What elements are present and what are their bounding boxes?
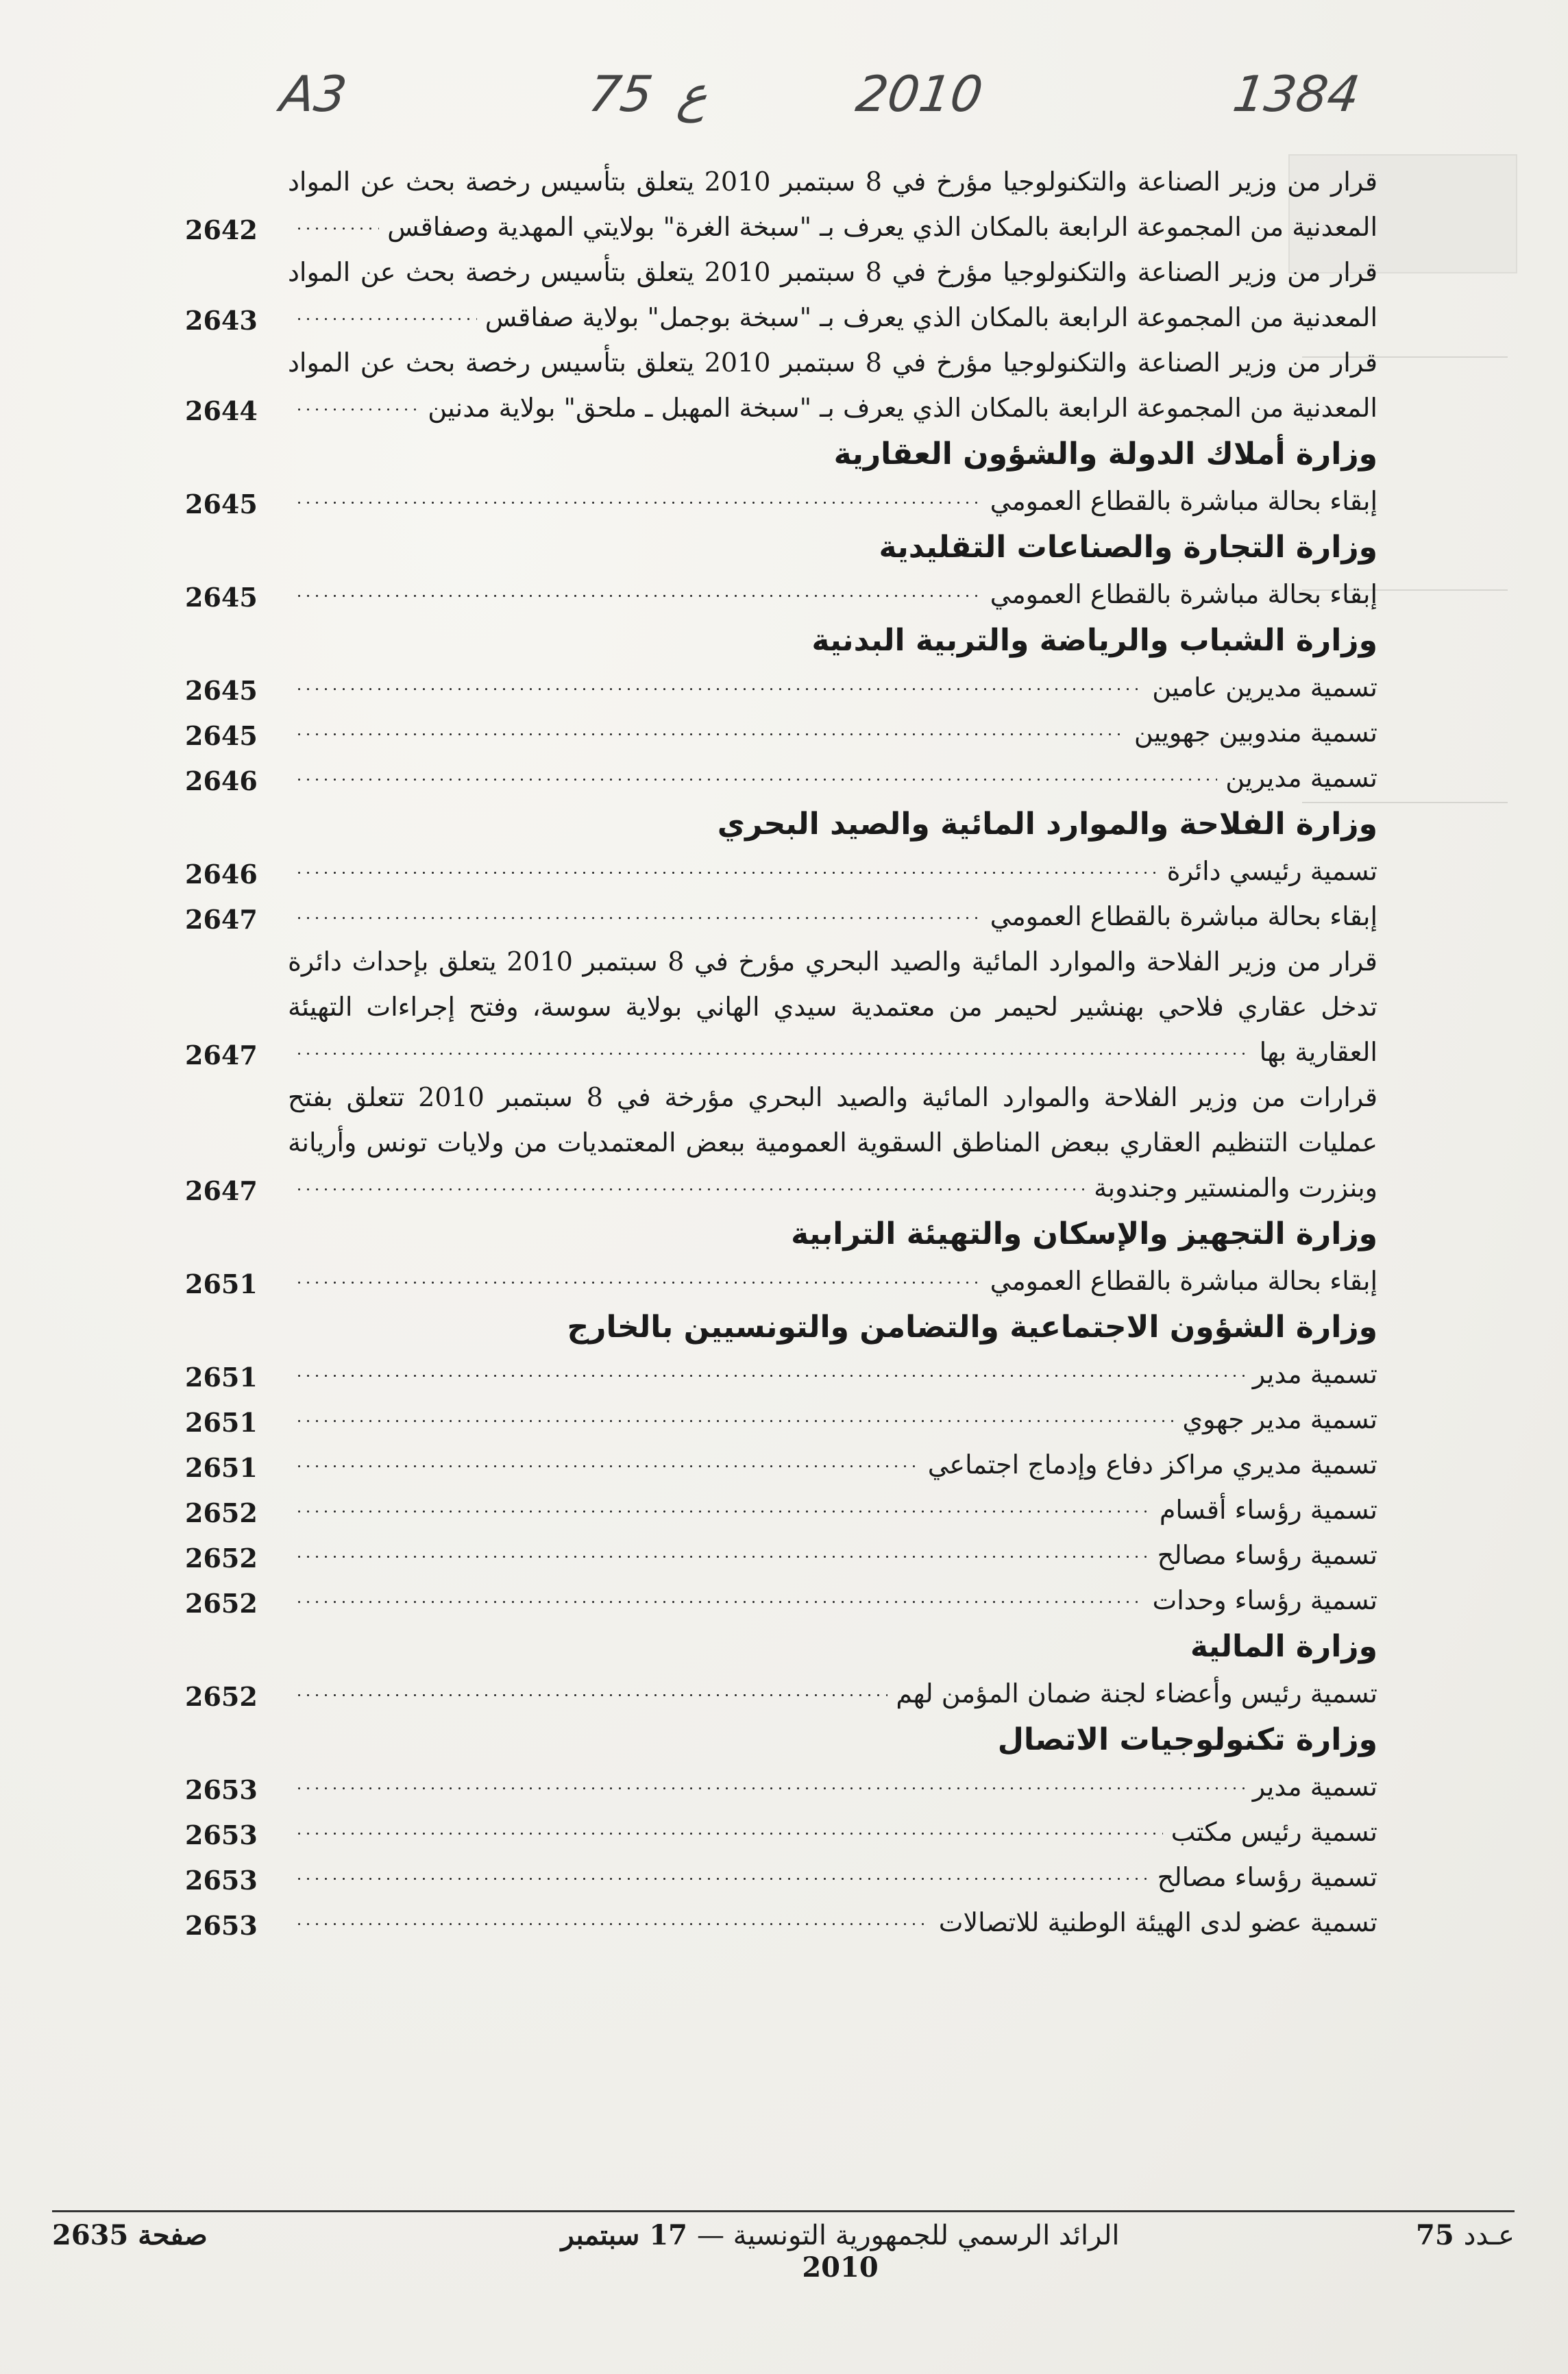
leader-dots	[295, 318, 477, 320]
leader-dots	[295, 872, 1159, 874]
leader-dots	[295, 1510, 1151, 1513]
ministry-heading: وزارة أملاك الدولة والشؤون العقارية	[833, 437, 1377, 472]
leader-dots	[295, 1420, 1174, 1422]
table-of-contents	[185, 159, 1377, 1945]
entry-text	[288, 710, 1377, 755]
leader-dots	[295, 595, 982, 597]
entry-page-number: 2647	[185, 904, 258, 935]
entry-label: قرار من وزير الصناعة والتكنولوجيا مؤرخ في 8 سبتمبر 2010 يتعلق بتأسيس رخصة بحث عن المواد المعدنية من المجموعة الرابعة بالمكان الذي يعرف بـ "سبخة بوجمل" بولاية صفاقس	[288, 257, 1377, 332]
entry-page-number: 2653	[185, 1774, 258, 1805]
leader-dots	[295, 1601, 1144, 1603]
footer-issue	[1416, 2219, 1515, 2251]
entry-text	[288, 1855, 1377, 1900]
leader-dots	[295, 1465, 920, 1467]
entry-text	[288, 1900, 1377, 1945]
entry-page-number: 2645	[185, 489, 258, 519]
entry-label: إبقاء بحالة مباشرة بالقطاع العمومي	[990, 1266, 1377, 1296]
entry-page-number: 2651	[185, 1407, 258, 1438]
entry-label: تسمية رؤساء وحدات	[1152, 1585, 1377, 1615]
entry-text	[288, 1487, 1377, 1532]
footer-journal-name: الرائد الرسمي للجمهورية التونسية —	[696, 2220, 1120, 2251]
entry-label: تسمية مديري مراكز دفاع وإدماج اجتماعي	[927, 1449, 1377, 1480]
handwritten-year: 2010	[853, 65, 987, 123]
entry-page-number: 2652	[185, 1681, 258, 1712]
toc-entry	[185, 939, 1377, 1075]
entry-text	[288, 665, 1377, 710]
entry-label: قرارات من وزير الفلاحة والموارد المائية والصيد البحري مؤرخة في 8 سبتمبر 2010 تتعلق بفتح عمليات التنظيم العقاري ببعض المناطق السقوية العمومية ببعض المعتمديات من ولايات تونس وأريانة وبنزرت والمنستير وجندوبة	[288, 1082, 1377, 1203]
entry-label: إبقاء بحالة مباشرة بالقطاع العمومي	[990, 486, 1377, 516]
entry-text	[288, 249, 1377, 340]
entry-page-number: 2653	[185, 1820, 258, 1850]
entry-page-number: 2653	[185, 1865, 258, 1896]
entry-label: تسمية رؤساء مصالح	[1157, 1540, 1377, 1570]
toc-entry	[185, 159, 1377, 249]
entry-page-number: 2652	[185, 1497, 258, 1528]
footer-issue-number: 75	[1415, 2219, 1454, 2251]
entry-text	[288, 340, 1377, 430]
footer-issue-label: عـدد	[1463, 2220, 1515, 2251]
entry-text	[288, 848, 1377, 894]
leader-dots	[295, 1282, 982, 1284]
toc-entry	[185, 1442, 1377, 1487]
handwritten-a3: A3	[277, 65, 350, 123]
entry-text	[288, 1532, 1377, 1578]
toc-entry	[185, 1351, 1377, 1397]
entry-text	[288, 894, 1377, 939]
leader-dots	[295, 1923, 931, 1925]
leader-dots	[295, 1694, 887, 1696]
entry-label: قرار من وزير الصناعة والتكنولوجيا مؤرخ في 8 سبتمبر 2010 يتعلق بتأسيس رخصة بحث عن المواد المعدنية من المجموعة الرابعة بالمكان الذي يعرف بـ "سبخة الغرة" بولايتي المهدية وصفاقس	[288, 167, 1377, 242]
entry-label: قرار من وزير الفلاحة والموارد المائية والصيد البحري مؤرخ في 8 سبتمبر 2010 يتعلق بإحداث دائرة تدخل عقاري فلاحي بهنشير لحيمر من معتمدية سيدي الهاني بولاية سوسة، وفتح إجراءات التهيئة العقارية بها	[288, 946, 1377, 1067]
entry-text	[288, 1764, 1377, 1809]
ministry-heading: وزارة التجهيز والإسكان والتهيئة الترابية	[791, 1216, 1377, 1251]
footer-journal	[532, 2219, 1149, 2284]
leader-dots	[295, 408, 419, 411]
entry-text	[288, 159, 1377, 249]
leader-dots	[295, 1375, 1245, 1377]
handwritten-reference: 1384	[1229, 65, 1364, 123]
toc-entry	[185, 665, 1377, 710]
toc-entry	[185, 340, 1377, 430]
entry-label: تسمية رئيس مكتب	[1171, 1817, 1377, 1847]
toc-entry	[185, 1900, 1377, 1945]
leader-dots	[295, 502, 982, 504]
entry-page-number: 2646	[185, 859, 258, 890]
leader-dots	[295, 1833, 1163, 1835]
leader-dots	[295, 1053, 1251, 1055]
leader-dots	[295, 779, 1217, 781]
toc-entry	[185, 572, 1377, 617]
leader-dots	[295, 1878, 1149, 1880]
toc-entry	[185, 710, 1377, 755]
toc-entry	[185, 755, 1377, 800]
ministry-heading: وزارة الشؤون الاجتماعية والتضامن والتونسيين بالخارج	[567, 1310, 1377, 1345]
toc-entry	[185, 1855, 1377, 1900]
ministry-heading: وزارة المالية	[1190, 1629, 1377, 1664]
toc-entry	[185, 1075, 1377, 1210]
entry-text	[288, 1809, 1377, 1855]
footer-page-number: 2635	[52, 2219, 129, 2251]
ministry-heading: وزارة الشباب والرياضة والتربية البدنية	[811, 623, 1377, 658]
toc-entry	[185, 848, 1377, 894]
entry-label: تسمية مندوبين جهويين	[1134, 718, 1377, 748]
footer-rule	[52, 2210, 1515, 2212]
entry-page-number: 2642	[185, 215, 258, 245]
toc-entry	[185, 1532, 1377, 1578]
entry-label: إبقاء بحالة مباشرة بالقطاع العمومي	[990, 579, 1377, 609]
entry-page-number: 2652	[185, 1543, 258, 1574]
leader-dots	[295, 917, 982, 919]
entry-label: تسمية رؤساء أقسام	[1159, 1495, 1377, 1525]
entry-page-number: 2645	[185, 675, 258, 706]
entry-page-number: 2647	[185, 1040, 258, 1070]
toc-entry	[185, 478, 1377, 524]
entry-page-number: 2644	[185, 395, 258, 426]
entry-label: تسمية مدير جهوي	[1182, 1404, 1377, 1434]
ministry-heading: وزارة تكنولوجيات الاتصال	[997, 1722, 1377, 1757]
toc-entry	[185, 249, 1377, 340]
leader-dots	[295, 228, 379, 230]
toc-entry	[185, 1397, 1377, 1442]
footer-page	[52, 2219, 208, 2251]
entry-page-number: 2645	[185, 720, 258, 751]
ministry-heading: وزارة الفلاحة والموارد المائية والصيد البحري	[717, 807, 1377, 842]
handwritten-letter: ع	[674, 65, 712, 123]
leader-dots	[295, 1188, 1086, 1190]
toc-entry	[185, 1258, 1377, 1304]
entry-page-number: 2652	[185, 1588, 258, 1619]
entry-page-number: 2645	[185, 582, 258, 613]
toc-entry	[185, 1487, 1377, 1532]
entry-text	[288, 1671, 1377, 1716]
entry-page-number: 2647	[185, 1175, 258, 1206]
toc-entry	[185, 1578, 1377, 1623]
leader-dots	[295, 733, 1126, 735]
entry-label: تسمية رئيس وأعضاء لجنة ضمان المؤمن لهم	[896, 1678, 1377, 1709]
entry-text	[288, 572, 1377, 617]
toc-entry	[185, 1764, 1377, 1809]
entry-text	[288, 1351, 1377, 1397]
entry-label: قرار من وزير الصناعة والتكنولوجيا مؤرخ في 8 سبتمبر 2010 يتعلق بتأسيس رخصة بحث عن المواد المعدنية من المجموعة الرابعة بالمكان الذي يعرف بـ "سبخة المهبل ـ ملحق" بولاية مدنين	[288, 347, 1377, 423]
entry-label: تسمية مدير	[1252, 1772, 1377, 1802]
entry-text	[288, 1397, 1377, 1442]
leader-dots	[295, 688, 1144, 690]
entry-text	[288, 755, 1377, 800]
toc-entry	[185, 894, 1377, 939]
entry-page-number: 2651	[185, 1452, 258, 1483]
entry-page-number: 2651	[185, 1269, 258, 1299]
leader-dots	[295, 1556, 1149, 1558]
entry-label: تسمية رئيسي دائرة	[1166, 856, 1377, 886]
entry-text	[288, 1442, 1377, 1487]
leader-dots	[295, 1787, 1245, 1789]
entry-label: تسمية مديرين	[1225, 763, 1377, 793]
entry-label: إبقاء بحالة مباشرة بالقطاع العمومي	[990, 901, 1377, 931]
entry-text	[288, 1258, 1377, 1304]
entry-text	[288, 1578, 1377, 1623]
entry-label: تسمية رؤساء مصالح	[1157, 1862, 1377, 1892]
toc-entry	[185, 1671, 1377, 1716]
entry-page-number: 2646	[185, 766, 258, 796]
entry-page-number: 2643	[185, 305, 258, 336]
ministry-heading: وزارة التجارة والصناعات التقليدية	[879, 530, 1377, 565]
entry-label: تسمية مدير	[1252, 1359, 1377, 1389]
toc-entry	[185, 1809, 1377, 1855]
entry-page-number: 2651	[185, 1362, 258, 1393]
handwritten-number: 75	[585, 65, 657, 123]
footer-page-label: صفحة	[138, 2219, 208, 2251]
entry-page-number: 2653	[185, 1910, 258, 1941]
entry-text	[288, 478, 1377, 524]
footer-date: 17 سبتمبر 2010	[561, 2219, 879, 2284]
entry-label: تسمية عضو لدى الهيئة الوطنية للاتصالات	[938, 1907, 1377, 1937]
page-footer	[52, 2219, 1515, 2284]
handwritten-annotation	[0, 65, 1568, 147]
entry-label: تسمية مديرين عامين	[1152, 672, 1377, 702]
